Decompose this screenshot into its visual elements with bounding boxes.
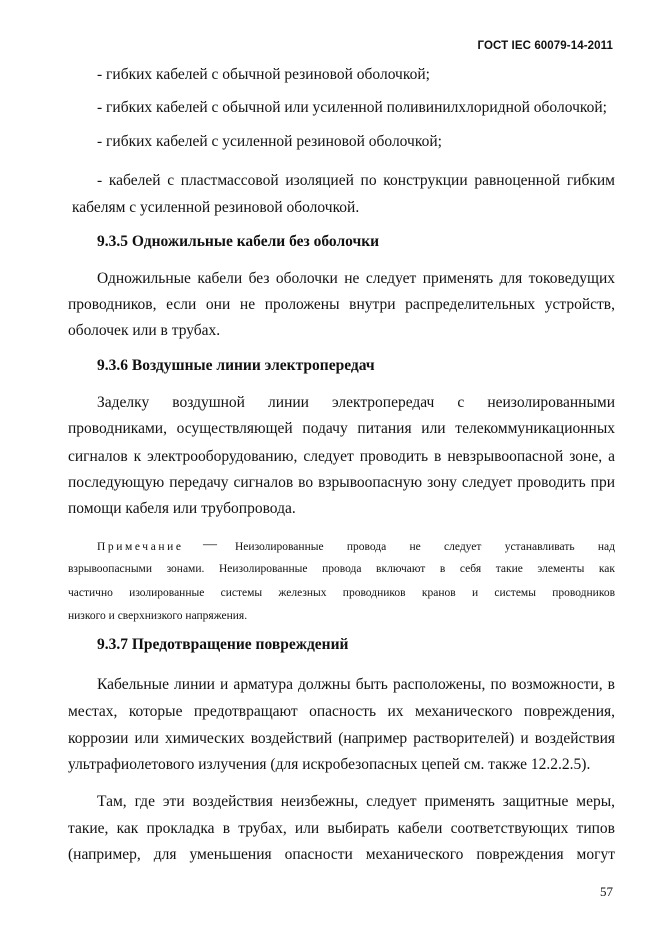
page-number: 57 <box>600 884 613 899</box>
list-item-continuation: кабелям с усиленной резиновой оболочкой. <box>72 199 360 216</box>
note-line: частично изолированные системы железных проводников кранов и системы проводников <box>68 587 615 599</box>
paragraph-line: Одножильные кабели без оболочки не следует применять для токоведущих <box>97 270 615 287</box>
note-line: взрывоопасными зонами. Неизолированные провода включают в себя такие элементы как <box>68 563 615 575</box>
paragraph-line: сигналов к электрооборудованию, следует проводить в невзрывоопасной зоне, а <box>68 448 615 465</box>
paragraph-line: местах, которые предотвращают опасность их механического повреждения, <box>68 703 615 720</box>
paragraph-line: проводников, если они не проложены внутри распределительных устройств, <box>68 296 615 313</box>
note-line: низкого и сверхнизкого напряжения. <box>68 610 248 622</box>
list-item: - гибких кабелей с усиленной резиновой оболочкой; <box>97 133 442 150</box>
list-item: - гибких кабелей с обычной или усиленной поливинилхлоридной оболочкой; <box>97 99 607 116</box>
note-line: Неизолированные провода не следует устанавливать над <box>235 541 615 553</box>
section-heading-9-3-7: 9.3.7 Предотвращение повреждений <box>97 636 349 653</box>
paragraph-line: Там, где эти воздействия неизбежны, следует применять защитные меры, <box>97 793 615 810</box>
list-item: - гибких кабелей с обычной резиновой оболочкой; <box>97 66 430 83</box>
paragraph-line: такие, как прокладка в трубах, или выбирать кабели соответствующих типов <box>68 820 615 837</box>
paragraph-line: Кабельные линии и арматура должны быть расположены, по возможности, в <box>97 676 615 693</box>
paragraph-line: последующую передачу сигналов во взрывоопасную зону следует проводить при <box>68 474 615 491</box>
paragraph-line: коррозии или химических воздействий (например растворителей) и воздействия <box>68 730 615 747</box>
paragraph-line: помощи кабеля или трубопровода. <box>68 500 296 517</box>
note-label <box>97 540 197 554</box>
paragraph-line: ультрафиолетового излучения (для искробезопасных цепей см. также 12.2.2.5). <box>68 756 591 773</box>
document-header: ГОСТ IEC 60079-14-2011 <box>477 40 613 52</box>
note-dash: — <box>203 537 217 552</box>
paragraph-line: Заделку воздушной линии электропередач с неизолированными <box>97 394 615 411</box>
section-heading-9-3-5: 9.3.5 Одножильные кабели без оболочки <box>97 233 380 250</box>
list-item: - кабелей с пластмассовой изоляцией по конструкции равноценной гибким <box>97 172 615 189</box>
section-heading-9-3-6: 9.3.6 Воздушные линии электропередач <box>97 357 375 374</box>
paragraph-line: проводниками, осуществляющей подачу питания или телекоммуникационных <box>68 420 615 437</box>
note-label-text: Примечание <box>97 541 184 553</box>
paragraph-line: (например, для уменьшения опасности механического повреждения могут <box>68 846 615 863</box>
paragraph-line: оболочек или в трубах. <box>68 322 221 339</box>
